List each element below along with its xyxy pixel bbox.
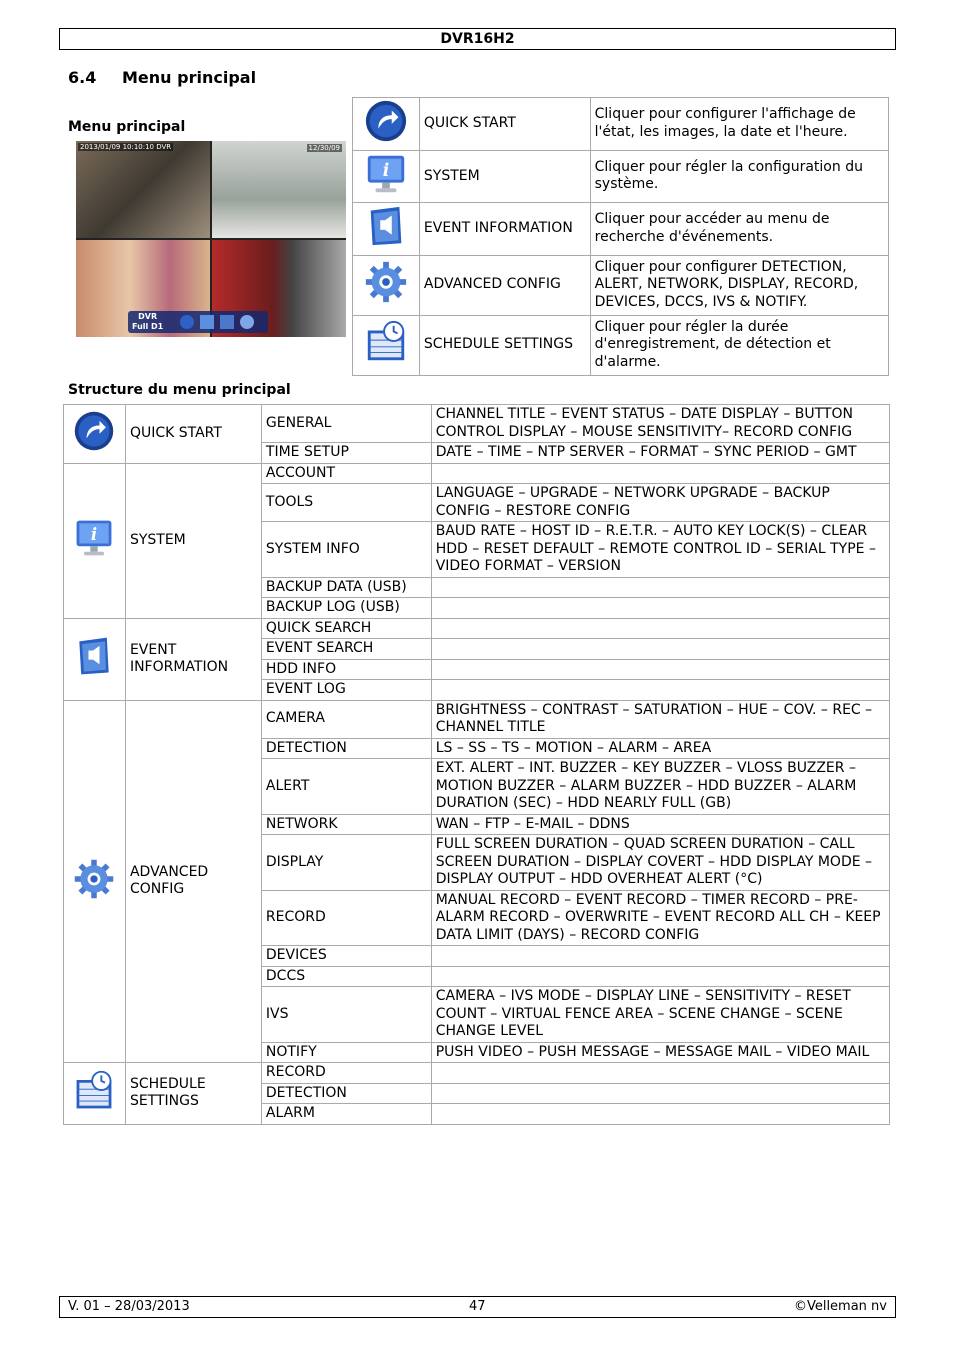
summary-row	[353, 255, 889, 315]
structure-submenu-name: SYSTEM INFO	[261, 522, 431, 578]
screenshot-caption: Menu principal	[68, 119, 186, 135]
structure-submenu-name: BACKUP DATA (USB)	[261, 577, 431, 598]
summary-menu-description: Cliquer pour régler la configuration du système.	[590, 150, 888, 203]
summary-row	[353, 98, 889, 151]
structure-submenu-options: CAMERA – IVS MODE – DISPLAY LINE – SENSITIVITY – RESET COUNT – VIRTUAL FENCE AREA – SCENE CHANGE – SCENE CHANGE LEVEL	[431, 987, 889, 1043]
structure-submenu-name: IVS	[261, 987, 431, 1043]
summary-row	[353, 315, 889, 375]
structure-icon-cell	[64, 618, 126, 700]
structure-submenu-name: NOTIFY	[261, 1042, 431, 1063]
structure-submenu-options	[431, 659, 889, 680]
structure-row	[64, 618, 890, 639]
structure-submenu-options	[431, 1063, 889, 1084]
event-information-icon	[363, 203, 409, 255]
structure-submenu-name: DEVICES	[261, 946, 431, 967]
structure-submenu-options	[431, 618, 889, 639]
mini-advanced-icon	[240, 315, 254, 329]
structure-submenu-options	[431, 463, 889, 484]
section-number: 6.4	[68, 68, 97, 87]
structure-submenu-options	[431, 639, 889, 660]
advanced-config-icon	[72, 857, 116, 907]
footer-version: V. 01 – 28/03/2013	[68, 1299, 190, 1314]
structure-submenu-options: EXT. ALERT – INT. BUZZER – KEY BUZZER – VLOSS BUZZER – MOTION BUZZER – ALARM BUZZER – HDD BUZZER – ALARM DURATION (SEC) – HDD NEARLY FULL (GB)	[431, 759, 889, 815]
header-title: DVR16H2	[440, 31, 515, 47]
screenshot-timestamp: 2013/01/09 10:10:10 DVR	[80, 143, 172, 151]
structure-submenu-options: BAUD RATE – HOST ID – R.E.T.R. – AUTO KEY LOCK(S) – CLEAR HDD – RESET DEFAULT – REMOTE CONTROL ID – SERIAL TYPE – VIDEO FORMAT – VERSION	[431, 522, 889, 578]
summary-menu-name: QUICK START	[419, 98, 590, 151]
summary-menu-description: Cliquer pour configurer l'affichage de l'état, les images, la date et l'heure.	[590, 98, 888, 151]
summary-menu-description: Cliquer pour régler la durée d'enregistrement, de détection et d'alarme.	[590, 315, 888, 375]
structure-menu-name: ADVANCED CONFIG	[125, 700, 261, 1063]
structure-submenu-name: TOOLS	[261, 484, 431, 522]
structure-row	[64, 1063, 890, 1084]
summary-menu-name: EVENT INFORMATION	[419, 203, 590, 256]
mini-system-icon	[200, 315, 214, 329]
summary-icon-cell	[353, 255, 420, 315]
structure-caption: Structure du menu principal	[68, 382, 291, 398]
structure-menu-name: QUICK START	[125, 405, 261, 464]
screenshot-date: 12/30/09	[308, 144, 340, 152]
summary-menu-name: ADVANCED CONFIG	[419, 255, 590, 315]
structure-row	[64, 463, 890, 484]
structure-submenu-name: QUICK SEARCH	[261, 618, 431, 639]
summary-menu-description: Cliquer pour configurer DETECTION, ALERT, NETWORK, DISPLAY, RECORD, DEVICES, DCCS, IVS & NOTIFY.	[590, 255, 888, 315]
summary-menu-name: SCHEDULE SETTINGS	[419, 315, 590, 375]
badge-line-1: DVR	[138, 312, 158, 321]
section-title: Menu principal	[122, 68, 257, 87]
structure-submenu-options: BRIGHTNESS – CONTRAST – SATURATION – HUE – COV. – REC – CHANNEL TITLE	[431, 700, 889, 738]
event-information-icon	[72, 634, 116, 684]
structure-submenu-name: BACKUP LOG (USB)	[261, 598, 431, 619]
camera-view-office	[76, 141, 210, 238]
svg-text:i: i	[91, 524, 98, 544]
structure-submenu-name: EVENT SEARCH	[261, 639, 431, 660]
structure-submenu-name: RECORD	[261, 1063, 431, 1084]
mini-event-icon	[220, 315, 234, 329]
summary-menu-description: Cliquer pour accéder au menu de recherche d'événements.	[590, 203, 888, 256]
structure-icon-cell	[64, 1063, 126, 1125]
summary-table	[352, 97, 889, 376]
structure-submenu-name: RECORD	[261, 890, 431, 946]
structure-submenu-options: PUSH VIDEO – PUSH MESSAGE – MESSAGE MAIL – VIDEO MAIL	[431, 1042, 889, 1063]
schedule-settings-icon	[72, 1069, 116, 1119]
structure-icon-cell	[64, 405, 126, 464]
structure-row	[64, 405, 890, 443]
summary-icon-cell	[353, 315, 420, 375]
structure-submenu-options: CHANNEL TITLE – EVENT STATUS – DATE DISPLAY – BUTTON CONTROL DISPLAY – MOUSE SENSITIVITY– RECORD CONFIG	[431, 405, 889, 443]
structure-icon-cell	[64, 700, 126, 1063]
structure-submenu-name: GENERAL	[261, 405, 431, 443]
system-icon	[72, 516, 116, 566]
structure-submenu-options	[431, 680, 889, 701]
summary-icon-cell	[353, 98, 420, 151]
structure-icon-cell	[64, 463, 126, 618]
structure-submenu-name: DCCS	[261, 966, 431, 987]
svg-text:i: i	[382, 160, 390, 181]
structure-submenu-name: EVENT LOG	[261, 680, 431, 701]
structure-submenu-options	[431, 577, 889, 598]
structure-submenu-name: CAMERA	[261, 700, 431, 738]
structure-submenu-options: FULL SCREEN DURATION – QUAD SCREEN DURATION – CALL SCREEN DURATION – DISPLAY COVERT – HDD DISPLAY MODE – DISPLAY OUTPUT – HDD OVERHEAT ALERT (°C)	[431, 835, 889, 891]
footer-copyright: ©Velleman nv	[793, 1299, 887, 1314]
structure-submenu-name: DISPLAY	[261, 835, 431, 891]
structure-submenu-name: ACCOUNT	[261, 463, 431, 484]
structure-menu-name: EVENT INFORMATION	[125, 618, 261, 700]
screenshot-menu-bar	[128, 311, 268, 333]
structure-submenu-options	[431, 1104, 889, 1125]
structure-submenu-name: HDD INFO	[261, 659, 431, 680]
structure-submenu-options	[431, 946, 889, 967]
structure-submenu-options	[431, 1083, 889, 1104]
structure-submenu-name: NETWORK	[261, 814, 431, 835]
document-header	[59, 28, 896, 50]
summary-menu-name: SYSTEM	[419, 150, 590, 203]
structure-submenu-name: DETECTION	[261, 1083, 431, 1104]
section-heading	[68, 68, 256, 87]
camera-view-hospital	[212, 141, 346, 238]
structure-submenu-name: DETECTION	[261, 738, 431, 759]
summary-row	[353, 150, 889, 203]
structure-submenu-options: LS – SS – TS – MOTION – ALARM – AREA	[431, 738, 889, 759]
badge-line-2: Full D1	[132, 322, 164, 331]
summary-icon-cell	[353, 150, 420, 203]
structure-submenu-options: MANUAL RECORD – EVENT RECORD – TIMER RECORD – PRE-ALARM RECORD – OVERWRITE – EVENT RECORD ALL CH – KEEP DATA LIMIT (DAYS) – RECORD CONFIG	[431, 890, 889, 946]
document-footer	[59, 1296, 896, 1318]
structure-submenu-name: TIME SETUP	[261, 443, 431, 464]
summary-icon-cell	[353, 203, 420, 256]
structure-submenu-name: ALERT	[261, 759, 431, 815]
structure-submenu-options	[431, 966, 889, 987]
structure-row	[64, 700, 890, 738]
structure-submenu-options: LANGUAGE – UPGRADE – NETWORK UPGRADE – BACKUP CONFIG – RESTORE CONFIG	[431, 484, 889, 522]
structure-submenu-options	[431, 598, 889, 619]
system-icon	[363, 151, 409, 203]
structure-submenu-name: ALARM	[261, 1104, 431, 1125]
advanced-config-icon	[363, 259, 409, 311]
structure-submenu-options: WAN – FTP – E-MAIL – DDNS	[431, 814, 889, 835]
footer-page-number: 47	[469, 1299, 486, 1314]
summary-row	[353, 203, 889, 256]
quick-start-icon	[363, 98, 409, 150]
structure-table	[63, 404, 890, 1125]
quick-start-icon	[72, 409, 116, 459]
mini-quick-start-icon	[180, 315, 194, 329]
structure-menu-name: SCHEDULE SETTINGS	[125, 1063, 261, 1125]
dvr-main-menu-screenshot	[76, 141, 346, 337]
schedule-settings-icon	[363, 319, 409, 371]
structure-menu-name: SYSTEM	[125, 463, 261, 618]
structure-submenu-options: DATE – TIME – NTP SERVER – FORMAT – SYNC PERIOD – GMT	[431, 443, 889, 464]
